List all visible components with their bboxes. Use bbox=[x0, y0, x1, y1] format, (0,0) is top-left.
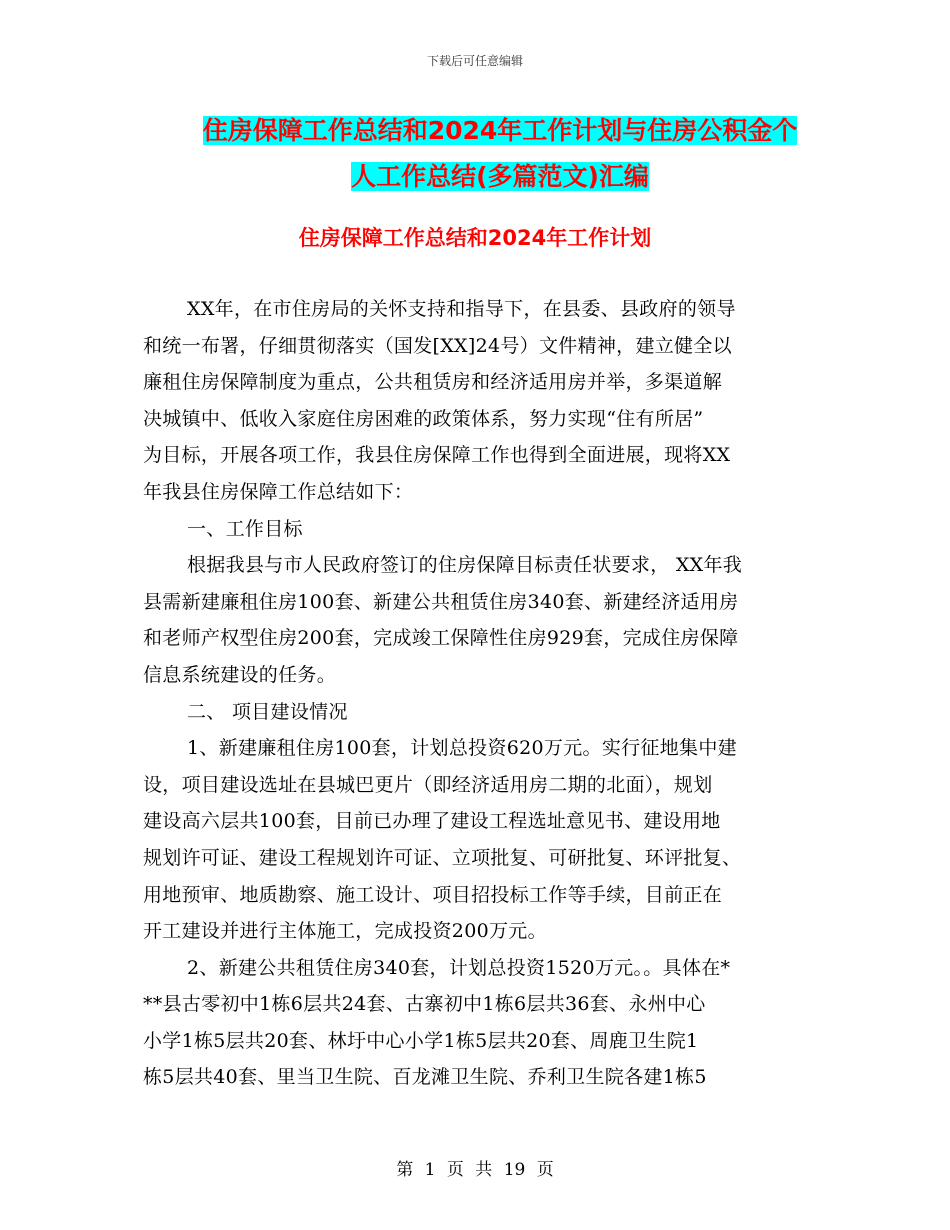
section-heading: 一、工作目标 bbox=[187, 517, 303, 540]
document-title-line-1: 住房保障工作总结和2024年工作计划与住房公积金个 bbox=[202, 116, 798, 145]
body-line: 和统一布署，仔细贯彻落实（国发[XX]24号）文件精神，建立健全以 bbox=[143, 334, 732, 357]
body-line: 建设高六层共100套，目前已办理了建设工程选址意见书、建设用地 bbox=[143, 810, 721, 833]
body-line: 栋5层共40套、里当卫生院、百龙滩卫生院、乔利卫生院各建1栋5 bbox=[143, 1066, 707, 1089]
body-line: 年我县住房保障工作总结如下： bbox=[143, 480, 414, 503]
body-line: 开工建设并进行主体施工，完成投资200万元。 bbox=[143, 920, 547, 943]
body-line: 小学1栋5层共20套、林圩中心小学1栋5层共20套、周鹿卫生院1 bbox=[143, 1029, 699, 1052]
section-title: 住房保障工作总结和2024年工作计划 bbox=[298, 226, 652, 250]
body-line: XX年，在市住房局的关怀支持和指导下，在县委、县政府的领导 bbox=[187, 298, 736, 320]
body-line: 信息系统建设的任务。 bbox=[143, 663, 337, 686]
body-line: 用地预审、地质勘察、施工设计、项目招投标工作等手续，目前正在 bbox=[143, 883, 723, 906]
body-line: 根据我县与市人民政府签订的住房保障目标责任状要求， XX年我 bbox=[187, 554, 743, 577]
body-line: 廉租住房保障制度为重点，公共租赁房和经济适用房并举，多渠道解 bbox=[143, 371, 723, 394]
body-line: 设，项目建设选址在县城巴更片（即经济适用房二期的北面），规划 bbox=[143, 773, 713, 796]
body-text bbox=[143, 291, 815, 1096]
body-line: 县需新建廉租住房100套、新建公共租赁住房340套、新建经济适用房 bbox=[143, 590, 739, 613]
body-line: 1、新建廉租住房100套，计划总投资620万元。实行征地集中建 bbox=[187, 737, 737, 760]
document-title bbox=[150, 108, 850, 200]
body-line: 和老师产权型住房200套，完成竣工保障性住房929套，完成住房保障 bbox=[143, 627, 739, 650]
body-line: 规划许可证、建设工程规划许可证、立项批复、可研批复、环评批复、 bbox=[143, 846, 742, 869]
body-line: **县古零初中1栋6层共24套、古寨初中1栋6层共36套、永州中心 bbox=[143, 993, 706, 1016]
body-line: 为目标，开展各项工作，我县住房保障工作也得到全面进展，现将XX bbox=[143, 444, 731, 467]
section-heading: 二、 项目建设情况 bbox=[187, 700, 348, 723]
page-header: 下载后可任意编辑 bbox=[426, 54, 523, 68]
body-line: 决城镇中、低收入家庭住房困难的政策体系，努力实现“住有所居” bbox=[143, 407, 704, 430]
document-title-line-2: 人工作总结(多篇范文)汇编 bbox=[351, 162, 649, 191]
page-number: 第 1 页 共 19 页 bbox=[396, 1160, 554, 1180]
body-line: 2、新建公共租赁住房340套，计划总投资1520万元。。具体在* bbox=[187, 956, 731, 979]
